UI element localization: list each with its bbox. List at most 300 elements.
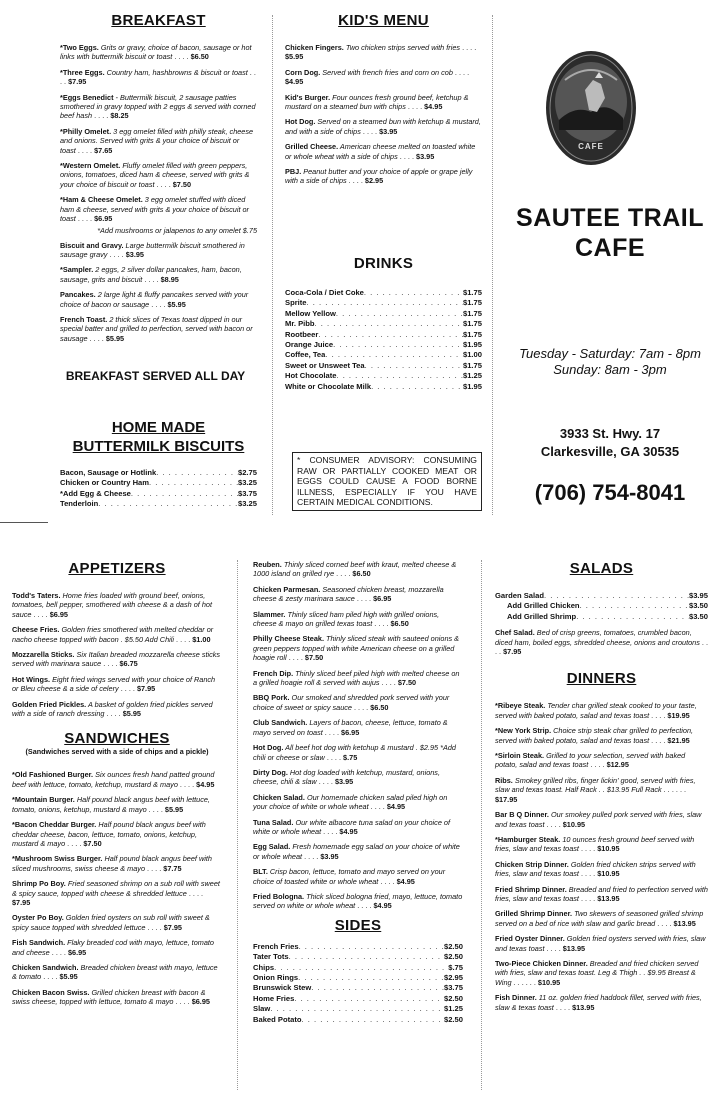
biscuits-heading-line2: BUTTERMILK BISCUITS	[72, 438, 245, 455]
item-description: 3 egg omelet filled with philly steak, cheese and onions. Served with grits & your choice of biscuit or toast	[60, 126, 254, 155]
item-name: *Old Fashioned Burger.	[12, 770, 94, 780]
breakfast-heading: BREAKFAST	[111, 12, 206, 29]
menu-item	[495, 959, 708, 987]
price-row	[285, 361, 482, 371]
item-description: Fluffy omelet filled with green peppers, onions, tomatoes, diced ham & cheese, served with grits & your choice of biscuit or toast	[60, 161, 250, 189]
row-leader	[289, 952, 444, 962]
price-row	[285, 371, 482, 381]
item-name: *Western Omelet.	[60, 161, 121, 171]
menu-item	[12, 854, 222, 873]
row-price: $3.25	[237, 478, 257, 488]
row-leader	[98, 499, 238, 509]
cafe-title	[505, 203, 715, 263]
row-label: Sprite	[285, 298, 307, 308]
item-leader: . . . .	[351, 702, 371, 712]
item-name: *Ham & Cheese Omelet.	[60, 195, 143, 205]
row-label: Brunswick Stew	[253, 983, 312, 993]
item-price: $5.95	[285, 52, 304, 62]
item-description: Fresh homemade egg salad on your choice of white or whole wheat	[253, 842, 460, 861]
row-price: $3.75	[443, 983, 463, 993]
row-leader	[325, 350, 463, 360]
row-price: $2.50	[443, 1014, 463, 1024]
price-row	[253, 973, 463, 983]
item-price: $5.95	[122, 709, 141, 719]
item-leader: . . . .	[149, 299, 168, 309]
item-description: Country ham, hashbrowns & biscuit or toast	[104, 67, 248, 77]
item-price: $19.95	[667, 710, 690, 720]
item-description: Half pound black angus beef with sliced mushrooms, swiss cheese & mayo	[12, 854, 212, 873]
item-price: $7.50	[397, 678, 417, 688]
row-price: $1.75	[462, 360, 482, 370]
row-label: Coffee, Tea	[285, 350, 326, 360]
price-row	[285, 330, 482, 340]
consumer-advisory: * CONSUMER ADVISORY: CONSUMING RAW OR PARTIALLY COOKED MEAT OR EGGS COULD CAUSE A FOOD BORNE ILLNESS, ESPECIALLY IF YOU HAVE CERTAIN MEDICAL CONDITIONS.	[292, 452, 482, 511]
item-name: BLT.	[253, 867, 268, 877]
item-name: Chicken Fingers.	[285, 43, 344, 52]
cafe-title-line1: SAUTEE TRAIL	[516, 204, 704, 232]
row-leader	[156, 468, 238, 478]
item-price: $5.95	[167, 299, 186, 309]
row-leader	[364, 288, 463, 298]
price-row	[253, 983, 463, 993]
menu-item	[60, 127, 257, 155]
item-price: $6.95	[191, 997, 210, 1007]
item-description: Fried seasoned shrimp on a sub roll with sweet & spicy sauce, topped with cheese & shredded lettuce	[12, 879, 220, 898]
divider-vertical-2	[492, 15, 493, 515]
item-name: Egg Salad.	[253, 842, 291, 852]
item-price: $7.95	[68, 77, 87, 87]
item-price: $.75	[343, 752, 358, 762]
menu-item	[60, 43, 257, 62]
price-row	[285, 319, 482, 329]
row-leader	[294, 994, 444, 1004]
item-leader: . . . .	[173, 997, 192, 1007]
row-label: Add Grilled Shrimp	[507, 611, 577, 621]
item-price: $4.95	[424, 102, 443, 112]
menu-item	[495, 909, 708, 928]
menu-item	[12, 770, 222, 789]
menu-item	[253, 793, 463, 812]
item-price: $13.95	[673, 918, 696, 928]
item-price: $4.95	[285, 77, 304, 87]
item-description: Thinly sliced corned beef with kraut, melted cheese & 1000 island on grilled rye	[253, 560, 457, 579]
price-row	[253, 994, 463, 1004]
menu-item	[253, 634, 463, 662]
item-price: $6.50	[190, 52, 209, 62]
item-description: Breaded and fried chicken served with fries, slaw and texas toast. Leg & Thigh . . $9.95 Breast & Wing . .	[495, 958, 699, 987]
item-price: $4.95	[386, 802, 406, 812]
item-description: Grits or gravy, choice of bacon, sausage or hot links with buttermilk biscuit or toast	[60, 43, 252, 62]
item-price: $10.95	[597, 869, 620, 879]
item-leader: . . . .	[321, 826, 340, 836]
item-leader: . . . .	[65, 838, 84, 848]
item-name: Chicken Strip Dinner.	[495, 859, 569, 869]
row-label: Baked Potato	[253, 1014, 302, 1024]
item-leader: . . . .	[495, 637, 708, 657]
item-price: $12.95	[606, 760, 629, 770]
menu-item	[12, 879, 222, 907]
item-description: Breaded and fried to perfection served with fries, slaw and texas toast	[495, 884, 708, 903]
row-leader	[336, 371, 463, 381]
row-label: French Fries	[253, 941, 299, 951]
kids-section	[285, 12, 482, 192]
menu-item	[495, 835, 708, 854]
row-price: $1.75	[462, 308, 482, 318]
row-label: White or Chocolate Milk	[285, 381, 372, 391]
menu-item	[12, 820, 222, 848]
item-leader: . . . .	[334, 569, 353, 579]
item-description: Flaky breaded cod with mayo, lettuce, tomato and cheese	[12, 938, 214, 957]
item-leader: . . . .	[60, 67, 256, 87]
item-price: $7.95	[503, 647, 522, 657]
item-name: Fish Sandwich.	[12, 938, 66, 948]
menu-item	[253, 743, 463, 762]
item-name: Hot Dog.	[285, 117, 316, 127]
item-leader: . . . .	[368, 802, 387, 812]
sides-items	[253, 942, 463, 1025]
menu-item	[253, 867, 463, 886]
menu-item	[60, 315, 257, 343]
item-description: Breaded chicken breast with mayo, lettuce & tomato	[12, 962, 218, 982]
menu-item	[253, 669, 463, 688]
sandwiches-continued-items	[253, 560, 463, 911]
item-leader: . . . .	[379, 678, 398, 688]
row-price: $1.00	[462, 350, 482, 360]
item-price: $13.95	[572, 1002, 595, 1012]
menu-item	[60, 241, 257, 260]
item-leader: . . . .	[460, 43, 477, 52]
item-price: $7.65	[94, 145, 113, 155]
item-price: $6.50	[370, 702, 389, 712]
cafe-logo-text: CAFE	[578, 142, 604, 151]
item-name: Fish Dinner.	[495, 993, 537, 1003]
item-description: Golden fries smothered with melted cheddar or nacho cheese topped with bacon . $5.50 Add Chili	[12, 625, 214, 644]
item-leader: . . . .	[322, 727, 342, 737]
item-description: 2 eggs, 2 silver dollar pancakes, ham, bacon, sausage, grits and biscuit	[60, 265, 242, 284]
item-leader: . . . .	[107, 249, 126, 259]
row-price: $1.75	[462, 298, 482, 308]
row-price: $3.75	[237, 488, 257, 498]
item-price: $7.95	[163, 922, 182, 932]
item-leader: . . . .	[355, 901, 374, 911]
dinners-heading: DINNERS	[566, 670, 637, 688]
menu-item	[253, 585, 463, 604]
item-description: Six ounces fresh hand patted ground beef with lettuce, tomato, ketchup, mustard & mayo	[12, 770, 215, 789]
biscuits-items	[60, 468, 257, 510]
item-name: Biscuit and Gravy.	[60, 240, 124, 250]
item-price: $10.95	[597, 844, 620, 854]
row-leader	[299, 942, 444, 952]
menu-item	[495, 860, 708, 879]
row-price: $1.95	[462, 381, 482, 391]
price-row	[495, 601, 708, 611]
item-name: *Bacon Cheddar Burger.	[12, 820, 97, 830]
salads-chef	[495, 628, 708, 656]
price-row	[60, 468, 257, 478]
item-description: Golden fried oysters served with fries, slaw and texas toast	[495, 934, 706, 953]
divider-vertical-4	[481, 560, 482, 1090]
menu-item	[495, 810, 708, 829]
row-price: $1.25	[443, 1004, 463, 1014]
item-name: PBJ.	[285, 167, 302, 177]
item-name: Hot Dog.	[253, 743, 284, 753]
kids-heading: KID'S MENU	[338, 12, 429, 29]
item-name: *Mountain Burger.	[12, 795, 75, 805]
menu-item	[253, 892, 463, 911]
menu-item	[253, 560, 463, 579]
item-description: Crisp bacon, lettuce, tomato and mayo served on your choice of toasted white or whole wheat	[253, 867, 446, 886]
price-row	[285, 288, 482, 298]
item-leader: . . . .	[186, 888, 204, 898]
item-description: American cheese melted on toasted white or whole wheat with a side of chips	[285, 142, 476, 161]
menu-item	[12, 913, 222, 932]
item-price: $5.95	[105, 333, 125, 343]
item-price: $7.50	[172, 179, 192, 189]
item-name: Reuben.	[253, 560, 282, 569]
item-price: $4.95	[196, 779, 215, 789]
menu-item	[12, 700, 222, 719]
price-row	[285, 350, 482, 360]
price-row	[285, 382, 482, 392]
item-name: Ribs.	[495, 775, 513, 785]
item-description: 2 thick slices of Texas toast dipped in our special batter and grilled to perfection, served with bacon or sausage	[60, 314, 253, 343]
row-label: Hot Chocolate	[285, 371, 337, 381]
appetizers-heading: APPETIZERS	[68, 560, 166, 577]
item-name: Tuna Salad.	[253, 817, 294, 827]
item-leader: . . . .	[452, 67, 470, 77]
item-description: Large buttermilk biscuit smothered in sausage gravy	[60, 240, 245, 259]
item-name: French Toast.	[60, 314, 108, 324]
item-name: Chicken Salad.	[253, 792, 305, 802]
item-description: Seasoned chicken breast, mozzarella cheese & zesty marinara sauce	[253, 584, 444, 604]
menu-item	[495, 885, 708, 904]
kids-items	[285, 43, 482, 186]
item-price: $4.95	[339, 826, 358, 836]
item-leader: . . . .	[104, 709, 123, 719]
item-leader: . . . .	[655, 918, 674, 928]
item-description: 3 egg omelet stuffed with diced ham & cheese, served with grits & your choice of biscuit or toast	[60, 195, 249, 224]
item-price: $1.00	[192, 634, 211, 644]
price-row	[495, 612, 708, 622]
price-row	[495, 591, 708, 601]
item-price: $21.95	[667, 735, 690, 745]
row-price: $3.50	[688, 611, 708, 621]
item-price: $5.95	[164, 804, 184, 814]
price-row	[253, 1004, 463, 1014]
item-name: Philly Cheese Steak.	[253, 634, 324, 644]
item-description: Our white albacore tuna salad on your choice of white or whole wheat	[253, 817, 450, 836]
item-description: Four ounces fresh ground beef, ketchup & mustard on a steamed bun with chips	[285, 92, 469, 112]
item-price: $6.95	[67, 947, 87, 957]
row-label: Garden Salad	[495, 591, 544, 600]
item-description: Home fries loaded with ground beef, onions, tomatoes, bell pepper, smothered with cheese & a dash of hot sauce	[12, 591, 212, 619]
menu-item	[60, 265, 257, 284]
item-name: *Three Eggs.	[60, 67, 105, 77]
menu-item	[495, 751, 708, 770]
item-name: Oyster Po Boy.	[12, 913, 64, 923]
item-name: *Mushroom Swiss Burger.	[12, 854, 103, 864]
sandwiches-continued-section	[253, 560, 463, 1025]
item-price: $7.95	[136, 684, 156, 694]
menu-item	[12, 591, 222, 619]
menu-item	[12, 938, 222, 957]
price-row	[285, 340, 482, 350]
item-name: Golden Fried Pickles.	[12, 699, 87, 709]
menu-item	[495, 934, 708, 953]
salads-rows	[495, 591, 708, 622]
item-leader: . . . .	[372, 619, 391, 629]
drinks-heading: DRINKS	[353, 255, 414, 272]
row-leader	[576, 612, 689, 622]
menu-item	[285, 43, 482, 62]
item-price: $7.75	[163, 863, 182, 873]
item-leader: . . . .	[354, 594, 374, 604]
item-price: $4.95	[373, 901, 392, 911]
item-leader: . . . .	[87, 333, 106, 343]
item-price: $6.50	[352, 569, 371, 579]
item-name: Kid's Burger.	[285, 92, 331, 102]
item-leader: . . . .	[360, 126, 380, 136]
item-leader: . . . .	[172, 52, 191, 62]
breakfast-items	[60, 43, 257, 343]
item-description: Grilled to your selection, served with baked potato, salad and texas toast	[495, 751, 686, 770]
item-name: Grilled Shrimp Dinner.	[495, 909, 573, 919]
price-row	[253, 952, 463, 962]
item-leader: . . . .	[578, 844, 598, 854]
row-price: $1.75	[462, 319, 482, 329]
item-description: Choice strip steak char grilled to perfection, served with baked potato, salad and texas toast	[495, 726, 694, 745]
item-leader: . . . .	[302, 851, 321, 861]
cafe-logo	[545, 50, 637, 166]
item-description: Two skewers of seasoned grilled shrimp served on a bed of rice with slaw and garlic bread	[495, 909, 704, 928]
row-label: Rootbeer	[285, 329, 319, 339]
item-name: *Eggs Benedict	[60, 92, 114, 102]
row-label: Chips	[253, 962, 275, 972]
biscuits-section	[60, 418, 257, 510]
menu-item	[253, 718, 463, 737]
item-description: Smokey grilled ribs, finger lickin' good, served with fries, slaw and texas toast. Half Rack . . $13.95 Full Rack . .	[495, 775, 696, 795]
item-description: Golden fried chicken strips served with fries, slaw and texas toast	[495, 859, 696, 879]
row-leader	[336, 309, 463, 319]
item-leader: . . . .	[519, 977, 538, 987]
item-description: Eight fried wings served with your choice of Ranch or Bleu cheese & a side of celery	[12, 674, 216, 694]
item-name: Fried Shrimp Dinner.	[495, 884, 567, 894]
item-name: Bar B Q Dinner.	[495, 810, 549, 820]
menu-item	[285, 142, 482, 161]
item-leader: . . . .	[397, 151, 417, 161]
divider-vertical-3	[237, 560, 238, 1090]
item-description: Layers of bacon, cheese, lettuce, tomato & mayo served on toast	[253, 718, 448, 737]
drinks-items	[285, 288, 482, 392]
row-leader	[298, 973, 444, 983]
row-price: $2.75	[237, 468, 257, 477]
menu-item	[60, 161, 257, 189]
menu-item	[60, 290, 257, 309]
row-leader	[274, 963, 448, 973]
item-price: $7.95	[12, 897, 31, 907]
row-leader	[318, 330, 463, 340]
cafe-address	[505, 425, 715, 461]
sides-heading: SIDES	[334, 916, 382, 934]
item-price: $3.95	[379, 126, 398, 136]
row-price: $1.25	[462, 371, 482, 381]
row-label: Tater Tots	[253, 952, 289, 962]
item-price: $8.25	[110, 111, 129, 121]
item-leader: . . . .	[145, 863, 164, 873]
item-leader: . . . .	[578, 893, 598, 903]
menu-item	[253, 693, 463, 712]
price-row	[253, 1015, 463, 1025]
price-row	[60, 489, 257, 499]
item-leader: . . . .	[177, 779, 197, 789]
sandwiches-subheading: (Sandwiches served with a side of chips and a pickle)	[25, 747, 209, 757]
row-price: $3.95	[688, 591, 708, 600]
item-leader: . . . .	[286, 653, 305, 663]
menu-item	[253, 610, 463, 629]
appetizers-items	[12, 591, 222, 718]
item-description: Thinly sliced beef piled high with melted cheese on a grilled hoagie roll & served with aujus	[253, 668, 460, 688]
price-row	[60, 478, 257, 488]
item-leader: . . . .	[174, 634, 193, 644]
row-label: Slaw	[253, 1004, 271, 1014]
item-price: $2.95	[364, 176, 384, 186]
item-name: Todd's Taters.	[12, 591, 61, 600]
item-description: 2 large light & fluffy pancakes served with your choice of bacon or sausage	[60, 290, 249, 309]
item-leader: . . . .	[378, 876, 397, 886]
item-description: All beef hot dog with ketchup & mustard . $2.95 *Add chili or cheese or slaw	[253, 743, 456, 762]
item-leader: . . . .	[154, 179, 173, 189]
row-leader	[580, 601, 689, 611]
menu-item	[60, 195, 257, 223]
row-leader	[149, 478, 238, 488]
item-leader: . . . .	[588, 760, 607, 770]
menu-item	[60, 68, 257, 87]
row-label: Bacon, Sausage or Hotlink	[60, 468, 157, 477]
row-leader	[371, 382, 463, 392]
row-label: Coca-Cola / Diet Coke	[285, 288, 364, 297]
drinks-section	[285, 255, 482, 392]
item-price: $6.50	[390, 619, 409, 629]
item-leader: . . . .	[346, 176, 365, 186]
menu-item	[285, 68, 482, 87]
row-price: $3.25	[237, 499, 257, 509]
row-leader	[270, 1004, 444, 1014]
item-name: Grilled Cheese.	[285, 142, 339, 152]
menu-item	[495, 701, 708, 720]
item-name: Chicken Sandwich.	[12, 962, 79, 972]
row-leader	[302, 1015, 444, 1025]
menu-item	[253, 842, 463, 861]
salads-section	[495, 560, 708, 1018]
menu-item	[12, 795, 222, 814]
row-label: Onion Rings	[253, 973, 299, 982]
item-leader: . . . .	[324, 752, 344, 762]
menu-item	[12, 675, 222, 694]
item-price: $6.95	[94, 214, 113, 224]
row-label: Chicken or Country Ham	[60, 478, 150, 488]
row-leader	[333, 340, 463, 350]
item-leader: . . . .	[578, 869, 598, 879]
row-price: $3.50	[688, 601, 708, 611]
item-leader: . . . .	[544, 819, 563, 829]
item-leader: . . . .	[146, 804, 165, 814]
item-price: $6.95	[373, 594, 392, 604]
price-row	[285, 298, 482, 308]
item-name: *Sirloin Steak.	[495, 751, 545, 761]
item-description: Our smokey pulled pork served with fries, slaw and texas toast	[495, 810, 702, 829]
item-price: $10.95	[537, 977, 561, 987]
item-price: $6.95	[49, 609, 68, 619]
